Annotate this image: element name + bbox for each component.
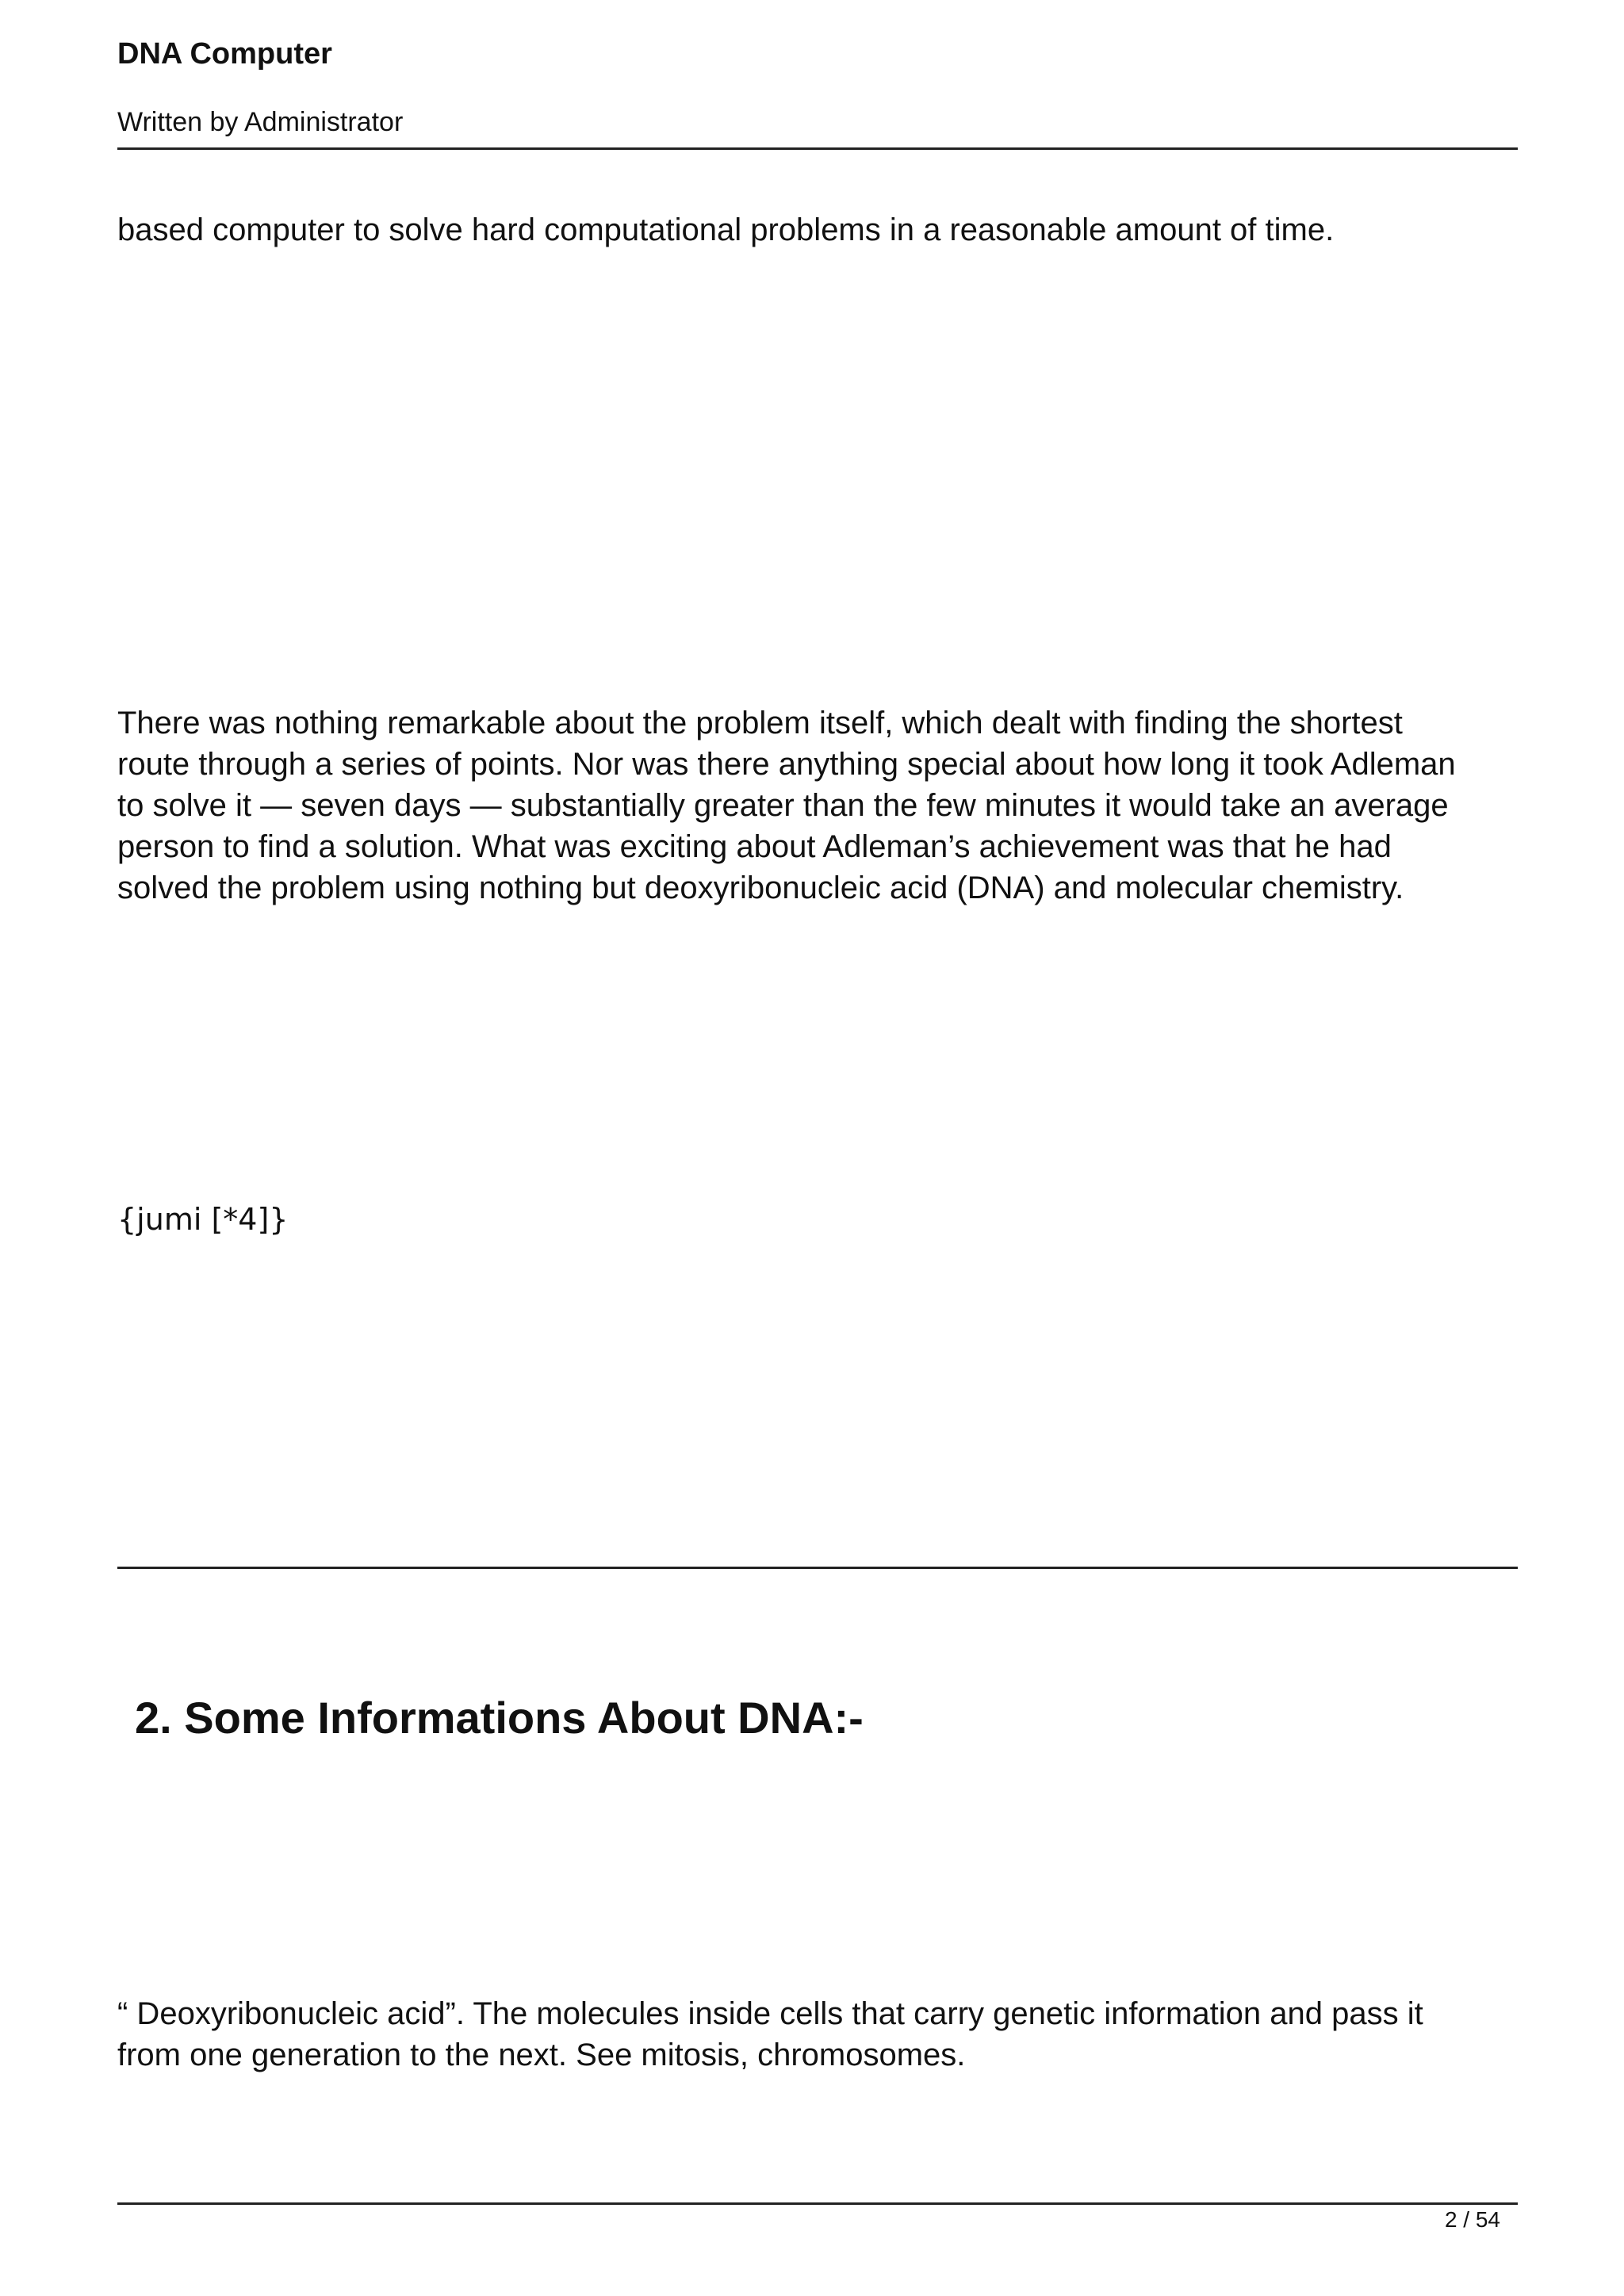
section-divider	[117, 1567, 1518, 1569]
paragraph-line: based computer to solve hard computational problems in a reasonable amount of time.	[117, 212, 1335, 247]
page-number: 2 / 54	[1444, 2207, 1500, 2232]
paragraph-line: person to find a solution. What was exciting about Adleman’s achievement was that he had	[117, 829, 1392, 864]
paragraph-line: from one generation to the next. See mitosis, chromosomes.	[117, 2038, 966, 2072]
paragraph-line: “ Deoxyribonucleic acid”. The molecules inside cells that carry genetic information and pass it	[117, 1996, 1423, 2031]
footer-divider	[117, 2202, 1518, 2205]
jumi-placeholder-tag: {jumi [*4]}	[117, 1202, 289, 1237]
author-line: Written by Administrator	[117, 107, 404, 137]
paragraph-adleman	[117, 702, 1529, 909]
section-heading: 2. Some Informations About DNA:-	[135, 1693, 864, 1743]
paragraph-line: solved the problem using nothing but deoxyribonucleic acid (DNA) and molecular chemistry.	[117, 871, 1404, 905]
paragraph-line: to solve it — seven days — substantially greater than the few minutes it would take an average	[117, 788, 1449, 823]
paragraph-line: route through a series of points. Nor was there anything special about how long it took Adleman	[117, 747, 1456, 782]
document-title: DNA Computer	[117, 37, 332, 71]
header-divider	[117, 147, 1518, 150]
paragraph-line: There was nothing remarkable about the problem itself, which dealt with finding the shortest	[117, 706, 1403, 740]
paragraph-dna-definition	[117, 1993, 1529, 2076]
paragraph-intro	[117, 209, 1529, 251]
